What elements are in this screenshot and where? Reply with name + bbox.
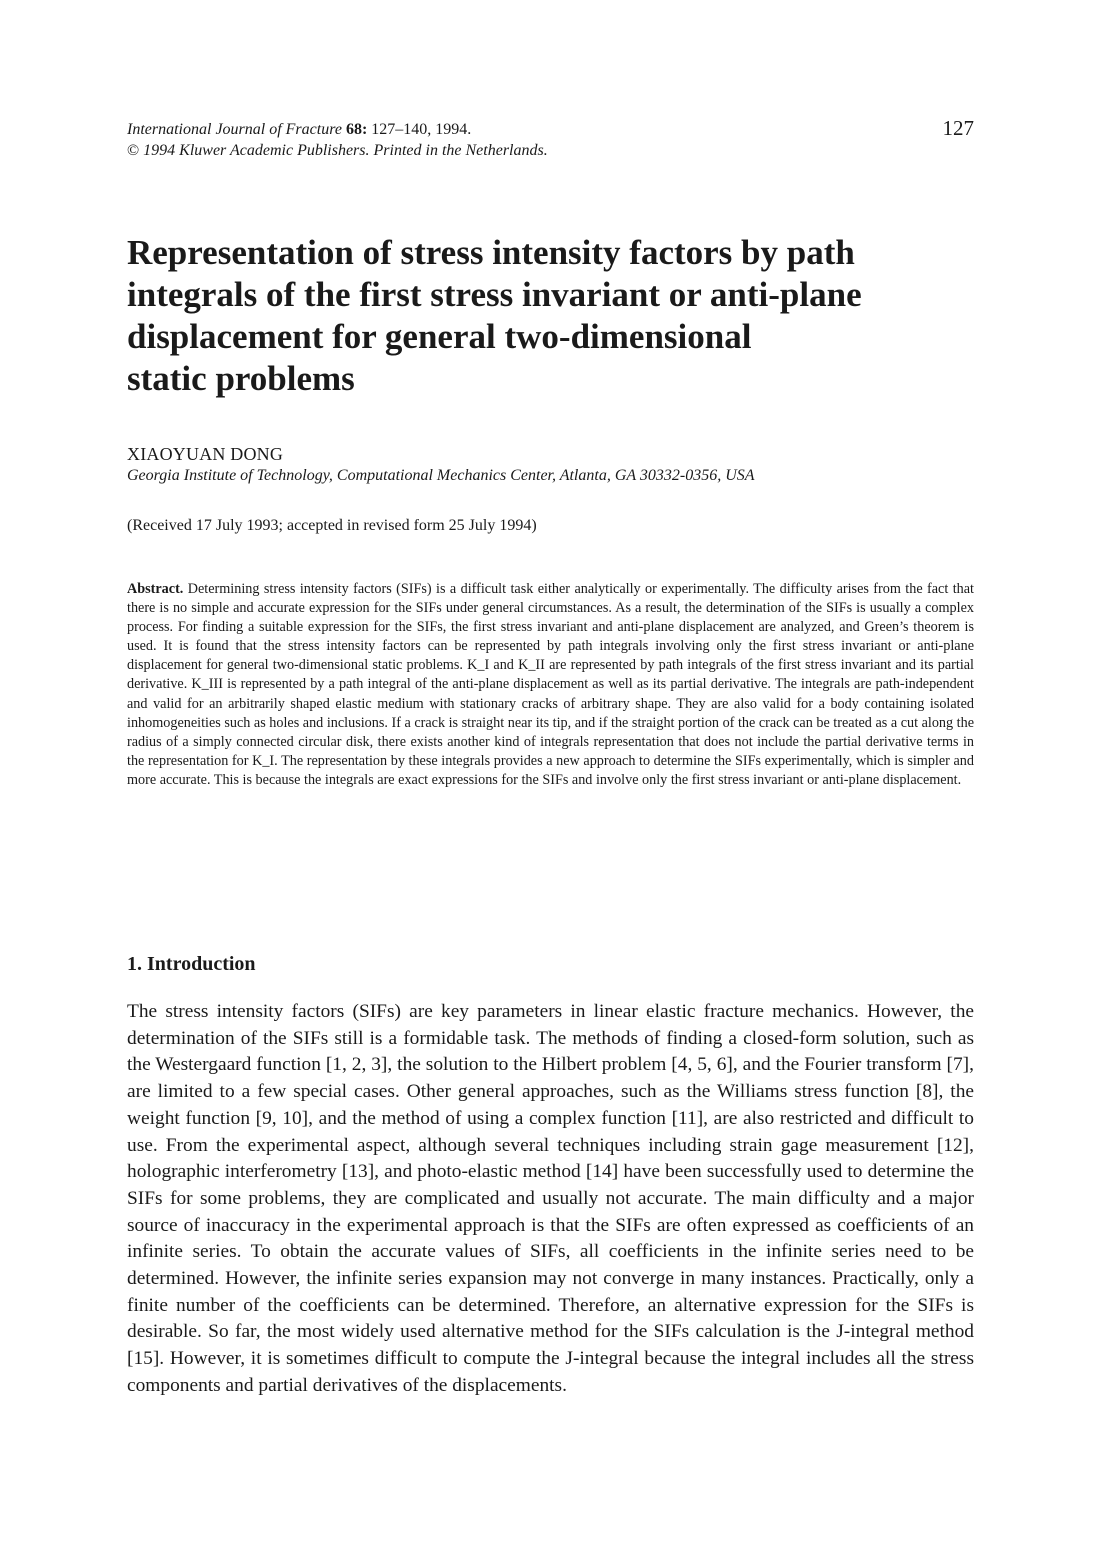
- abstract-text: Determining stress intensity factors (SIFs) is a difficult task either analytically or experimentally. The difficulty arises from the fact that there is no simple and accurate expression for the SIFs under general circumstances. As a result, the determination of the SIFs is usually a complex process. For finding a suitable expression for the SIFs, the first stress invariant and anti-plane displacement are analyzed, and Green’s theorem is used. It is found that the stress intensity factors can be represented by path integrals involving only the first stress invariant or anti-plane displacement for general two-dimensional static problems. K_I and K_II are represented by path integrals of the first stress invariant and its partial derivative. K_III is represented by a path integral of the anti-plane displacement as well as its partial derivative. The integrals are path-independent and valid for an arbitrarily shaped elastic medium with stationary cracks of arbitrary shape. They are also valid for a body containing isolated inhomogeneities such as holes and inclusions. If a crack is straight near its tip, and if the straight portion of the crack can be treated as a cut along the radius of a simply connected circular disk, there exists another kind of integrals representation that does not include the partial derivative terms in the representation for K_I. The representation by these integrals provides a new approach to determine the SIFs experimentally, which is simpler and more accurate. This is because the integrals are exact expressions for the SIFs and involve only the first stress invariant or anti-plane displacement.: [127, 581, 974, 788]
- title-line: static problems: [127, 359, 355, 398]
- title-line: displacement for general two-dimensional: [127, 317, 752, 356]
- paper-title: [127, 232, 927, 400]
- abstract-label: Abstract.: [127, 581, 184, 597]
- author-name: XIAOYUAN DONG: [127, 444, 284, 464]
- introduction-text: The stress intensity factors (SIFs) are key parameters in linear elastic fracture mechanics. However, the determination of the SIFs still is a formidable task. The methods of finding a closed-form solution, such as the Westergaard function [1, 2, 3], the solution to the Hilbert problem [4, 5, 6], and the Fourier transform [7], are limited to a few special cases. Other general approaches, such as the Williams stress function [8], the weight function [9, 10], and the method of using a complex function [11], are also restricted and difficult to use. From the experimental aspect, although several techniques including strain gage measurement [12], holographic interferometry [13], and photo-elastic method [14] have been successfully used to determine the SIFs for some problems, they are complicated and usually not accurate. The main difficulty and a major source of inaccuracy in the experimental approach is that the SIFs are often expressed as coefficients of an infinite series. To obtain the accurate values of SIFs, all coefficients in the infinite series need to be determined. However, the infinite series expansion may not converge in many instances. Practically, only a finite number of the coefficients can be determined. Therefore, an alternative expression for the SIFs is desirable. So far, the most widely used alternative method for the SIFs calculation is the J-integral method [15]. However, it is sometimes difficult to compute the J-integral because the integral includes all the stress components and partial derivatives of the displacements.: [127, 1001, 974, 1396]
- section-heading: 1. Introduction: [127, 953, 256, 975]
- journal-header: [127, 119, 987, 161]
- journal-volume: 68:: [345, 121, 368, 138]
- copyright-icon: ©: [127, 142, 140, 159]
- copyright-text: 1994 Kluwer Academic Publishers. Printed in the Netherlands.: [143, 142, 548, 159]
- journal-name: International Journal of Fracture: [127, 121, 342, 138]
- abstract: [127, 580, 974, 790]
- title-line: Representation of stress intensity factors by path: [127, 233, 855, 272]
- page-number: 127: [942, 116, 974, 140]
- received-dates: (Received 17 July 1993; accepted in revised form 25 July 1994): [127, 517, 537, 534]
- author-affiliation: Georgia Institute of Technology, Computational Mechanics Center, Atlanta, GA 30332-0356, USA: [127, 467, 755, 484]
- journal-pages-year: 127–140, 1994.: [371, 121, 472, 138]
- journal-citation: [127, 119, 987, 140]
- title-line: integrals of the first stress invariant or anti-plane: [127, 275, 862, 314]
- copyright-line: [127, 140, 987, 161]
